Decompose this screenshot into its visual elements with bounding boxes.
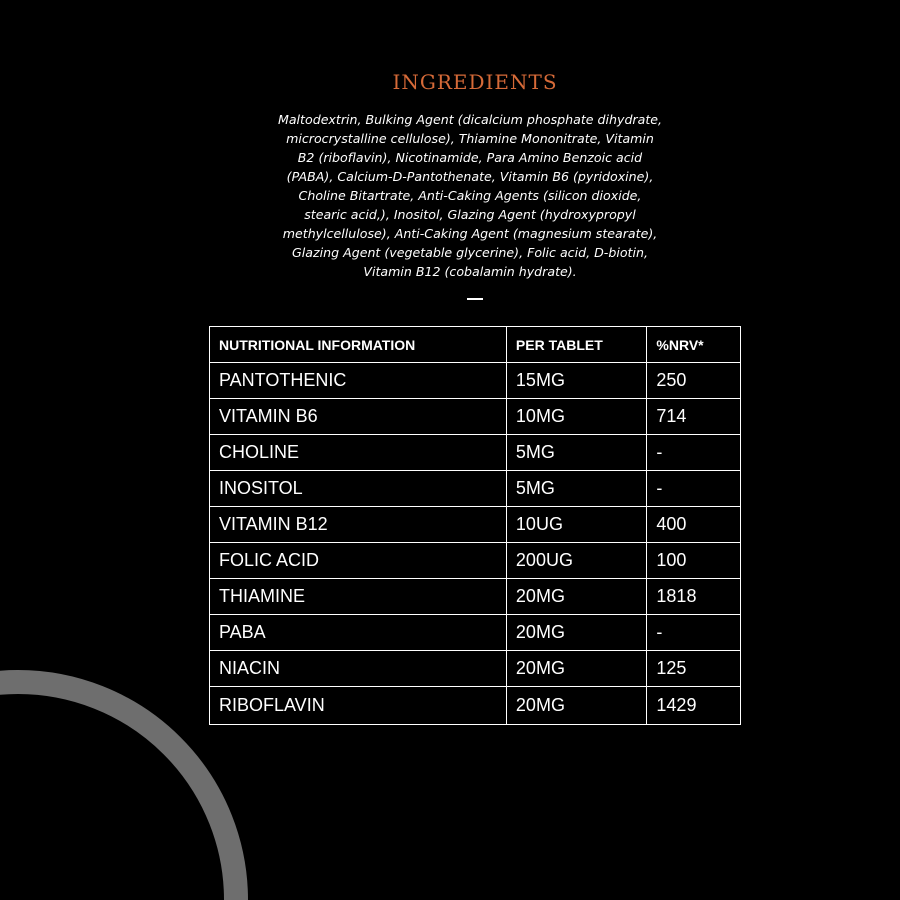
nutrient-name: NIACIN	[210, 651, 507, 687]
table-row	[210, 471, 741, 507]
table-row	[210, 687, 741, 725]
per-tablet-value: 10MG	[506, 399, 646, 435]
nutrient-name: THIAMINE	[210, 579, 507, 615]
nrv-value: 250	[647, 363, 741, 399]
nrv-value: -	[647, 615, 741, 651]
per-tablet-value: 200UG	[506, 543, 646, 579]
header-nutritional-information: NUTRITIONAL INFORMATION	[210, 327, 507, 363]
table-row	[210, 507, 741, 543]
ingredients-line: Choline Bitartrate, Anti-Caking Agents (silicon dioxide,	[298, 188, 642, 203]
nrv-value: 125	[647, 651, 741, 687]
nrv-value: 714	[647, 399, 741, 435]
header-nrv: %NRV*	[647, 327, 741, 363]
per-tablet-value: 15MG	[506, 363, 646, 399]
table-header-row	[210, 327, 741, 363]
ingredients-line: Maltodextrin, Bulking Agent (dicalcium phosphate dihydrate,	[277, 112, 663, 127]
nutrient-name: VITAMIN B6	[210, 399, 507, 435]
nutrient-name: CHOLINE	[210, 435, 507, 471]
per-tablet-value: 20MG	[506, 579, 646, 615]
per-tablet-value: 5MG	[506, 435, 646, 471]
nutrient-name: RIBOFLAVIN	[210, 687, 507, 725]
nutrient-name: PANTOTHENIC	[210, 363, 507, 399]
table-row	[210, 579, 741, 615]
table-row	[210, 399, 741, 435]
per-tablet-value: 20MG	[506, 651, 646, 687]
ingredients-line: microcrystalline cellulose), Thiamine Mononitrate, Vitamin	[286, 131, 654, 146]
table-row	[210, 363, 741, 399]
nutrient-name: FOLIC ACID	[210, 543, 507, 579]
nutrient-name: PABA	[210, 615, 507, 651]
nrv-value: 100	[647, 543, 741, 579]
ingredients-line: Glazing Agent (vegetable glycerine), Folic acid, D-biotin,	[292, 245, 648, 260]
nrv-value: 400	[647, 507, 741, 543]
table-row	[210, 651, 741, 687]
nrv-value: 1818	[647, 579, 741, 615]
per-tablet-value: 20MG	[506, 615, 646, 651]
nrv-value: -	[647, 471, 741, 507]
ingredients-title: INGREDIENTS	[392, 70, 558, 94]
table-row	[210, 543, 741, 579]
ingredients-line: stearic acid,), Inositol, Glazing Agent (hydroxypropyl	[304, 207, 636, 222]
nrv-value: 1429	[647, 687, 741, 725]
ingredients-line: B2 (riboflavin), Nicotinamide, Para Amino Benzoic acid	[297, 150, 643, 165]
per-tablet-value: 10UG	[506, 507, 646, 543]
ingredients-text	[270, 110, 670, 281]
per-tablet-value: 20MG	[506, 687, 646, 725]
ingredients-line: Vitamin B12 (cobalamin hydrate).	[363, 264, 577, 279]
header-per-tablet: PER TABLET	[506, 327, 646, 363]
per-tablet-value: 5MG	[506, 471, 646, 507]
nutrient-name: INOSITOL	[210, 471, 507, 507]
nrv-value: -	[647, 435, 741, 471]
nutrition-table	[209, 326, 741, 725]
divider-dash	[467, 298, 483, 300]
ingredients-line: methylcellulose), Anti-Caking Agent (magnesium stearate),	[282, 226, 658, 241]
ingredients-line: (PABA), Calcium-D-Pantothenate, Vitamin B6 (pyridoxine),	[286, 169, 654, 184]
nutrient-name: VITAMIN B12	[210, 507, 507, 543]
table-row	[210, 435, 741, 471]
table-row	[210, 615, 741, 651]
